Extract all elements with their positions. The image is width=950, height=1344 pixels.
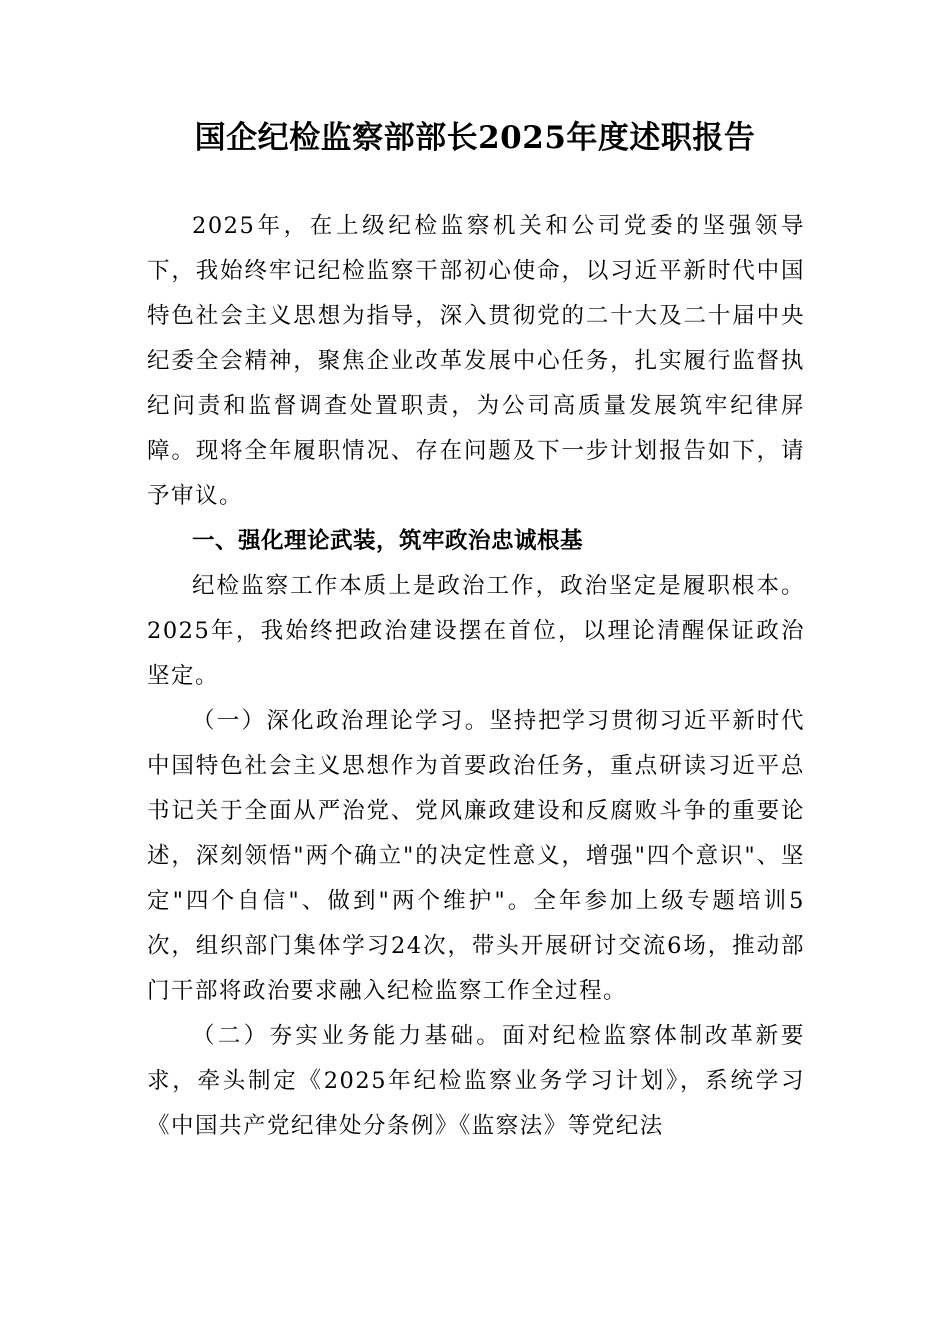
document-title: 国企纪检监察部部长2025年度述职报告 bbox=[194, 120, 756, 156]
section-heading: 一、强化理论武装，筑牢政治忠诚根基 bbox=[192, 528, 584, 554]
section-lead-paragraph: 纪检监察工作本质上是政治工作，政治坚定是履职根本。2025年，我始终把政治建设摆在首位，以理论清醒保证政治坚定。 bbox=[147, 573, 805, 689]
document-body bbox=[147, 204, 805, 1149]
subsection-2-text: 面对纪检监察体制改革新要求，牵头制定《2025年纪检监察业务学习计划》，系统学习《中国共产党纪律处分条例》《监察法》等党纪法 bbox=[147, 1023, 805, 1139]
subsection-1-heading: （一）深化政治理论学习。 bbox=[192, 708, 490, 734]
subsection-2-heading: （二）夯实业务能力基础。 bbox=[192, 1023, 503, 1049]
intro-paragraph: 2025年，在上级纪检监察机关和公司党委的坚强领导下，我始终牢记纪检监察干部初心使命，以习近平新时代中国特色社会主义思想为指导，深入贯彻党的二十大及二十届中央纪委全会精神，聚焦企业改革发展中心任务，扎实履行监督执纪问责和监督调查处置职责，为公司高质量发展筑牢纪律屏障。现将全年履职情况、存在问题及下一步计划报告如下，请予审议。 bbox=[147, 213, 805, 509]
subsection-1-paragraph bbox=[147, 699, 805, 1014]
subsection-1-text: 坚持把学习贯彻习近平新时代中国特色社会主义思想作为首要政治任务，重点研读习近平总书记关于全面从严治党、党风廉政建设和反腐败斗争的重要论述，深刻领悟"两个确立"的决定性意义，增强"四个意识"、坚定"四个自信"、做到"两个维护"。全年参加上级专题培训5次，组织部门集体学习24次，带头开展研讨交流6场，推动部门干部将政治要求融入纪检监察工作全过程。 bbox=[147, 708, 805, 1004]
subsection-2-paragraph bbox=[147, 1014, 805, 1149]
